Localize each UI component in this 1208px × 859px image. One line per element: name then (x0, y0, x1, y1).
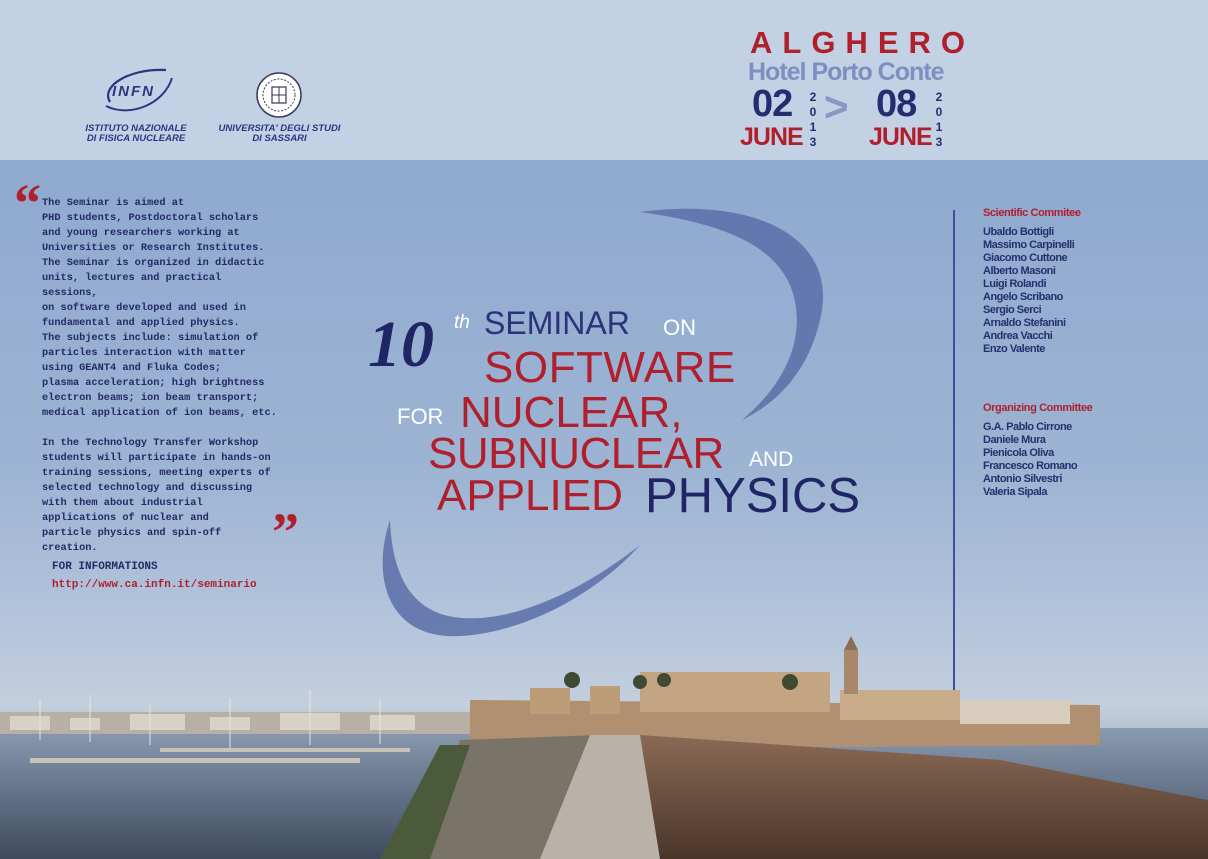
start-year: 2013 (809, 90, 817, 149)
title-nuclear: NUCLEAR, (460, 388, 683, 437)
seminar-description: The Seminar is aimed at PHD students, Postdoctoral scholars and young researchers working at Universities or Research Institutes. The Seminar is organized in didactic units, lectures and practical sessions, on software developed and used in fundamental and applied physics. The subjects include: simulation of particles interaction with matter using GEANT4 and Fluka Codes; plasma acceleration; high brightness electron beams; ion beam transport; medical application of ion beams, etc. In the Technology Transfer Workshop students will participate in hands-on training sessions, meeting experts of selected technology and discussing with them about industrial applications of nuclear and particle physics and spin-off creation. (42, 197, 277, 554)
edition-number: 10 (368, 308, 434, 381)
edition-suffix: th (454, 312, 470, 333)
scientific-committee (983, 207, 1173, 356)
scientific-committee-list (983, 226, 1173, 356)
organizing-committee-list (983, 421, 1173, 499)
start-day: 02 (752, 83, 793, 125)
committee-member: Luigi Rolandi (983, 278, 1047, 290)
committee-member: Valeria Sipala (983, 486, 1047, 498)
info-label: FOR INFORMATIONS (52, 561, 158, 573)
committee-member: Andrea Vacchi (983, 330, 1053, 342)
university-caption: UNIVERSITA' DEGLI STUDI DI SASSARI (218, 123, 341, 144)
end-month: JUNE (869, 123, 932, 151)
title-subnuclear: SUBNUCLEAR (428, 429, 724, 478)
title-and: AND (749, 448, 794, 471)
title-applied: APPLIED (437, 471, 623, 520)
committee-member: Arnaldo Stefanini (983, 317, 1066, 329)
close-quote-mark: ” (272, 502, 299, 562)
title-software: SOFTWARE (484, 343, 736, 392)
end-year: 2013 (935, 90, 943, 149)
organizing-committee-heading: Organizing Committee (983, 402, 1093, 414)
info-link[interactable]: http://www.ca.infn.it/seminario (52, 579, 257, 591)
committee-member: Daniele Mura (983, 434, 1046, 446)
start-month: JUNE (740, 123, 803, 151)
end-day: 08 (876, 83, 917, 125)
scientific-committee-heading: Scientific Commitee (983, 207, 1081, 219)
committee-member: Giacomo Cuttone (983, 252, 1068, 264)
date-range-arrow: > (824, 83, 849, 130)
infn-caption: ISTITUTO NAZIONALE DI FISICA NUCLEARE (85, 123, 187, 144)
committee-member: Angelo Scribano (983, 291, 1063, 303)
committee-member: Sergio Serci (983, 304, 1042, 316)
committee-member: Antonio Silvestri (983, 473, 1062, 485)
title-on: ON (663, 315, 696, 340)
committee-member: G.A. Pablo Cirrone (983, 421, 1072, 433)
infn-wordmark: INFN (112, 83, 155, 100)
organizing-committee (983, 402, 1173, 499)
event-city: ALGHERO (750, 25, 975, 60)
committee-member: Pienicola Oliva (983, 447, 1054, 459)
committee-member: Francesco Romano (983, 460, 1078, 472)
title-physics: PHYSICS (645, 469, 861, 523)
open-quote-mark: “ (14, 173, 41, 233)
event-venue: Hotel Porto Conte (748, 58, 944, 86)
alghero-landscape-image (0, 600, 1208, 859)
title-for: FOR (397, 404, 444, 429)
committee-member: Ubaldo Bottigli (983, 226, 1054, 238)
title-seminar: SEMINAR (484, 305, 630, 341)
committee-member: Massimo Carpinelli (983, 239, 1075, 251)
committee-member: Enzo Valente (983, 343, 1045, 355)
committee-member: Alberto Masoni (983, 265, 1056, 277)
